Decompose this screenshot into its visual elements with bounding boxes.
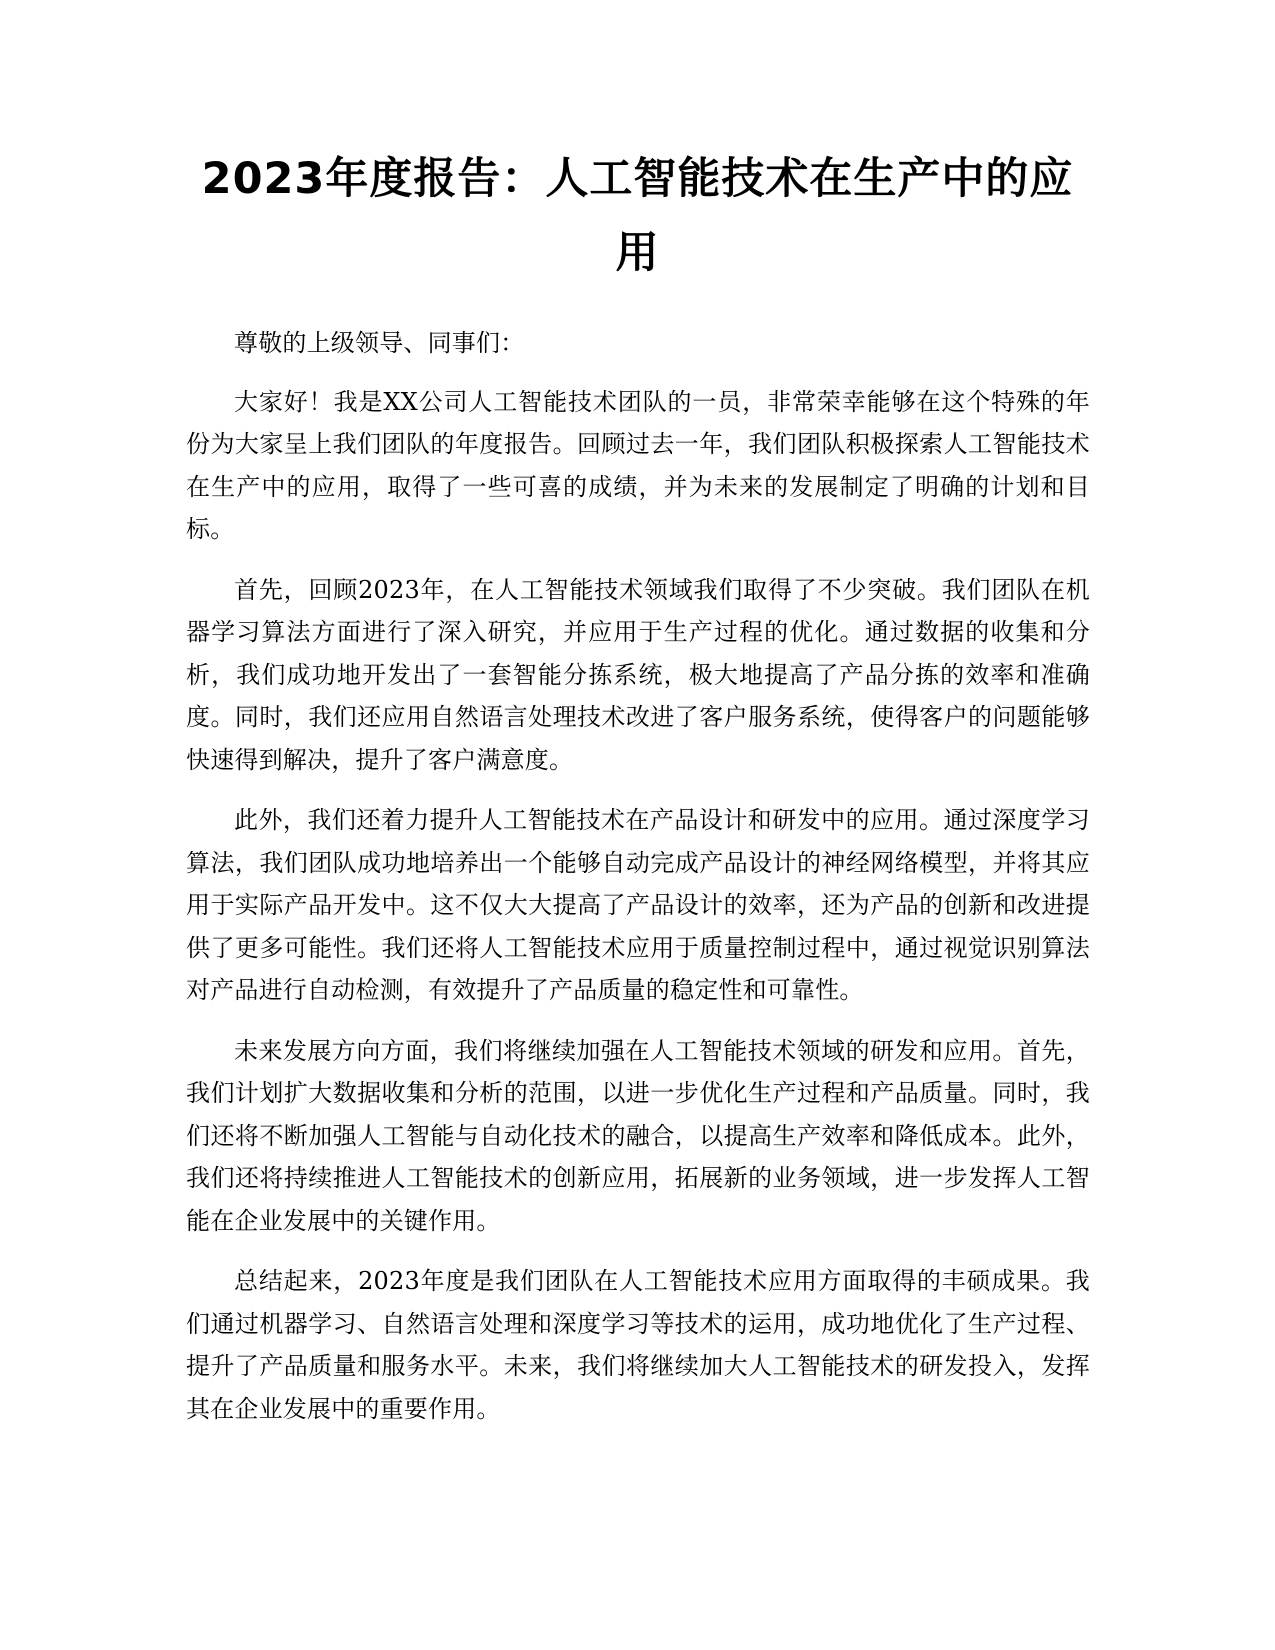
paragraph-design-rd: 此外，我们还着力提升人工智能技术在产品设计和研发中的应用。通过深度学习算法，我们团队成功地培养出一个能够自动完成产品设计的神经网络模型，并将其应用于实际产品开发中。这不仅大大提高了产品设计的效率，还为产品的创新和改进提供了更多可能性。我们还将人工智能技术应用于质量控制过程中，通过视觉识别算法对产品进行自动检测，有效提升了产品质量的稳定性和可靠性。	[186, 806, 1090, 1004]
paragraph-intro: 大家好！我是XX公司人工智能技术团队的一员，非常荣幸能够在这个特殊的年份为大家呈上我们团队的年度报告。回顾过去一年，我们团队积极探索人工智能技术在生产中的应用，取得了一些可喜的成绩，并为未来的发展制定了明确的计划和目标。	[186, 387, 1090, 543]
document-title: 2023年度报告：人工智能技术在生产中的应用	[201, 154, 1074, 278]
paragraph-future: 未来发展方向方面，我们将继续加强在人工智能技术领域的研发和应用。首先，我们计划扩大数据收集和分析的范围，以进一步优化生产过程和产品质量。同时，我们还将不断加强人工智能与自动化技术的融合，以提高生产效率和降低成本。此外，我们还将持续推进人工智能技术的创新应用，拓展新的业务领域，进一步发挥人工智能在企业发展中的关键作用。	[186, 1036, 1090, 1235]
paragraph-achievements: 首先，回顾2023年，在人工智能技术领域我们取得了不少突破。我们团队在机器学习算法方面进行了深入研究，并应用于生产过程的优化。通过数据的收集和分析，我们成功地开发出了一套智能分拣系统，极大地提高了产品分拣的效率和准确度。同时，我们还应用自然语言处理技术改进了客户服务系统，使得客户的问题能够快速得到解决，提升了客户满意度。	[186, 575, 1090, 774]
document-body	[186, 322, 1090, 1448]
paragraph-summary: 总结起来，2023年度是我们团队在人工智能技术应用方面取得的丰硕成果。我们通过机器学习、自然语言处理和深度学习等技术的运用，成功地优化了生产过程、提升了产品质量和服务水平。未来，我们将继续加大人工智能技术的研发投入，发挥其在企业发展中的重要作用。	[186, 1267, 1090, 1423]
salutation: 尊敬的上级领导、同事们：	[234, 329, 525, 357]
